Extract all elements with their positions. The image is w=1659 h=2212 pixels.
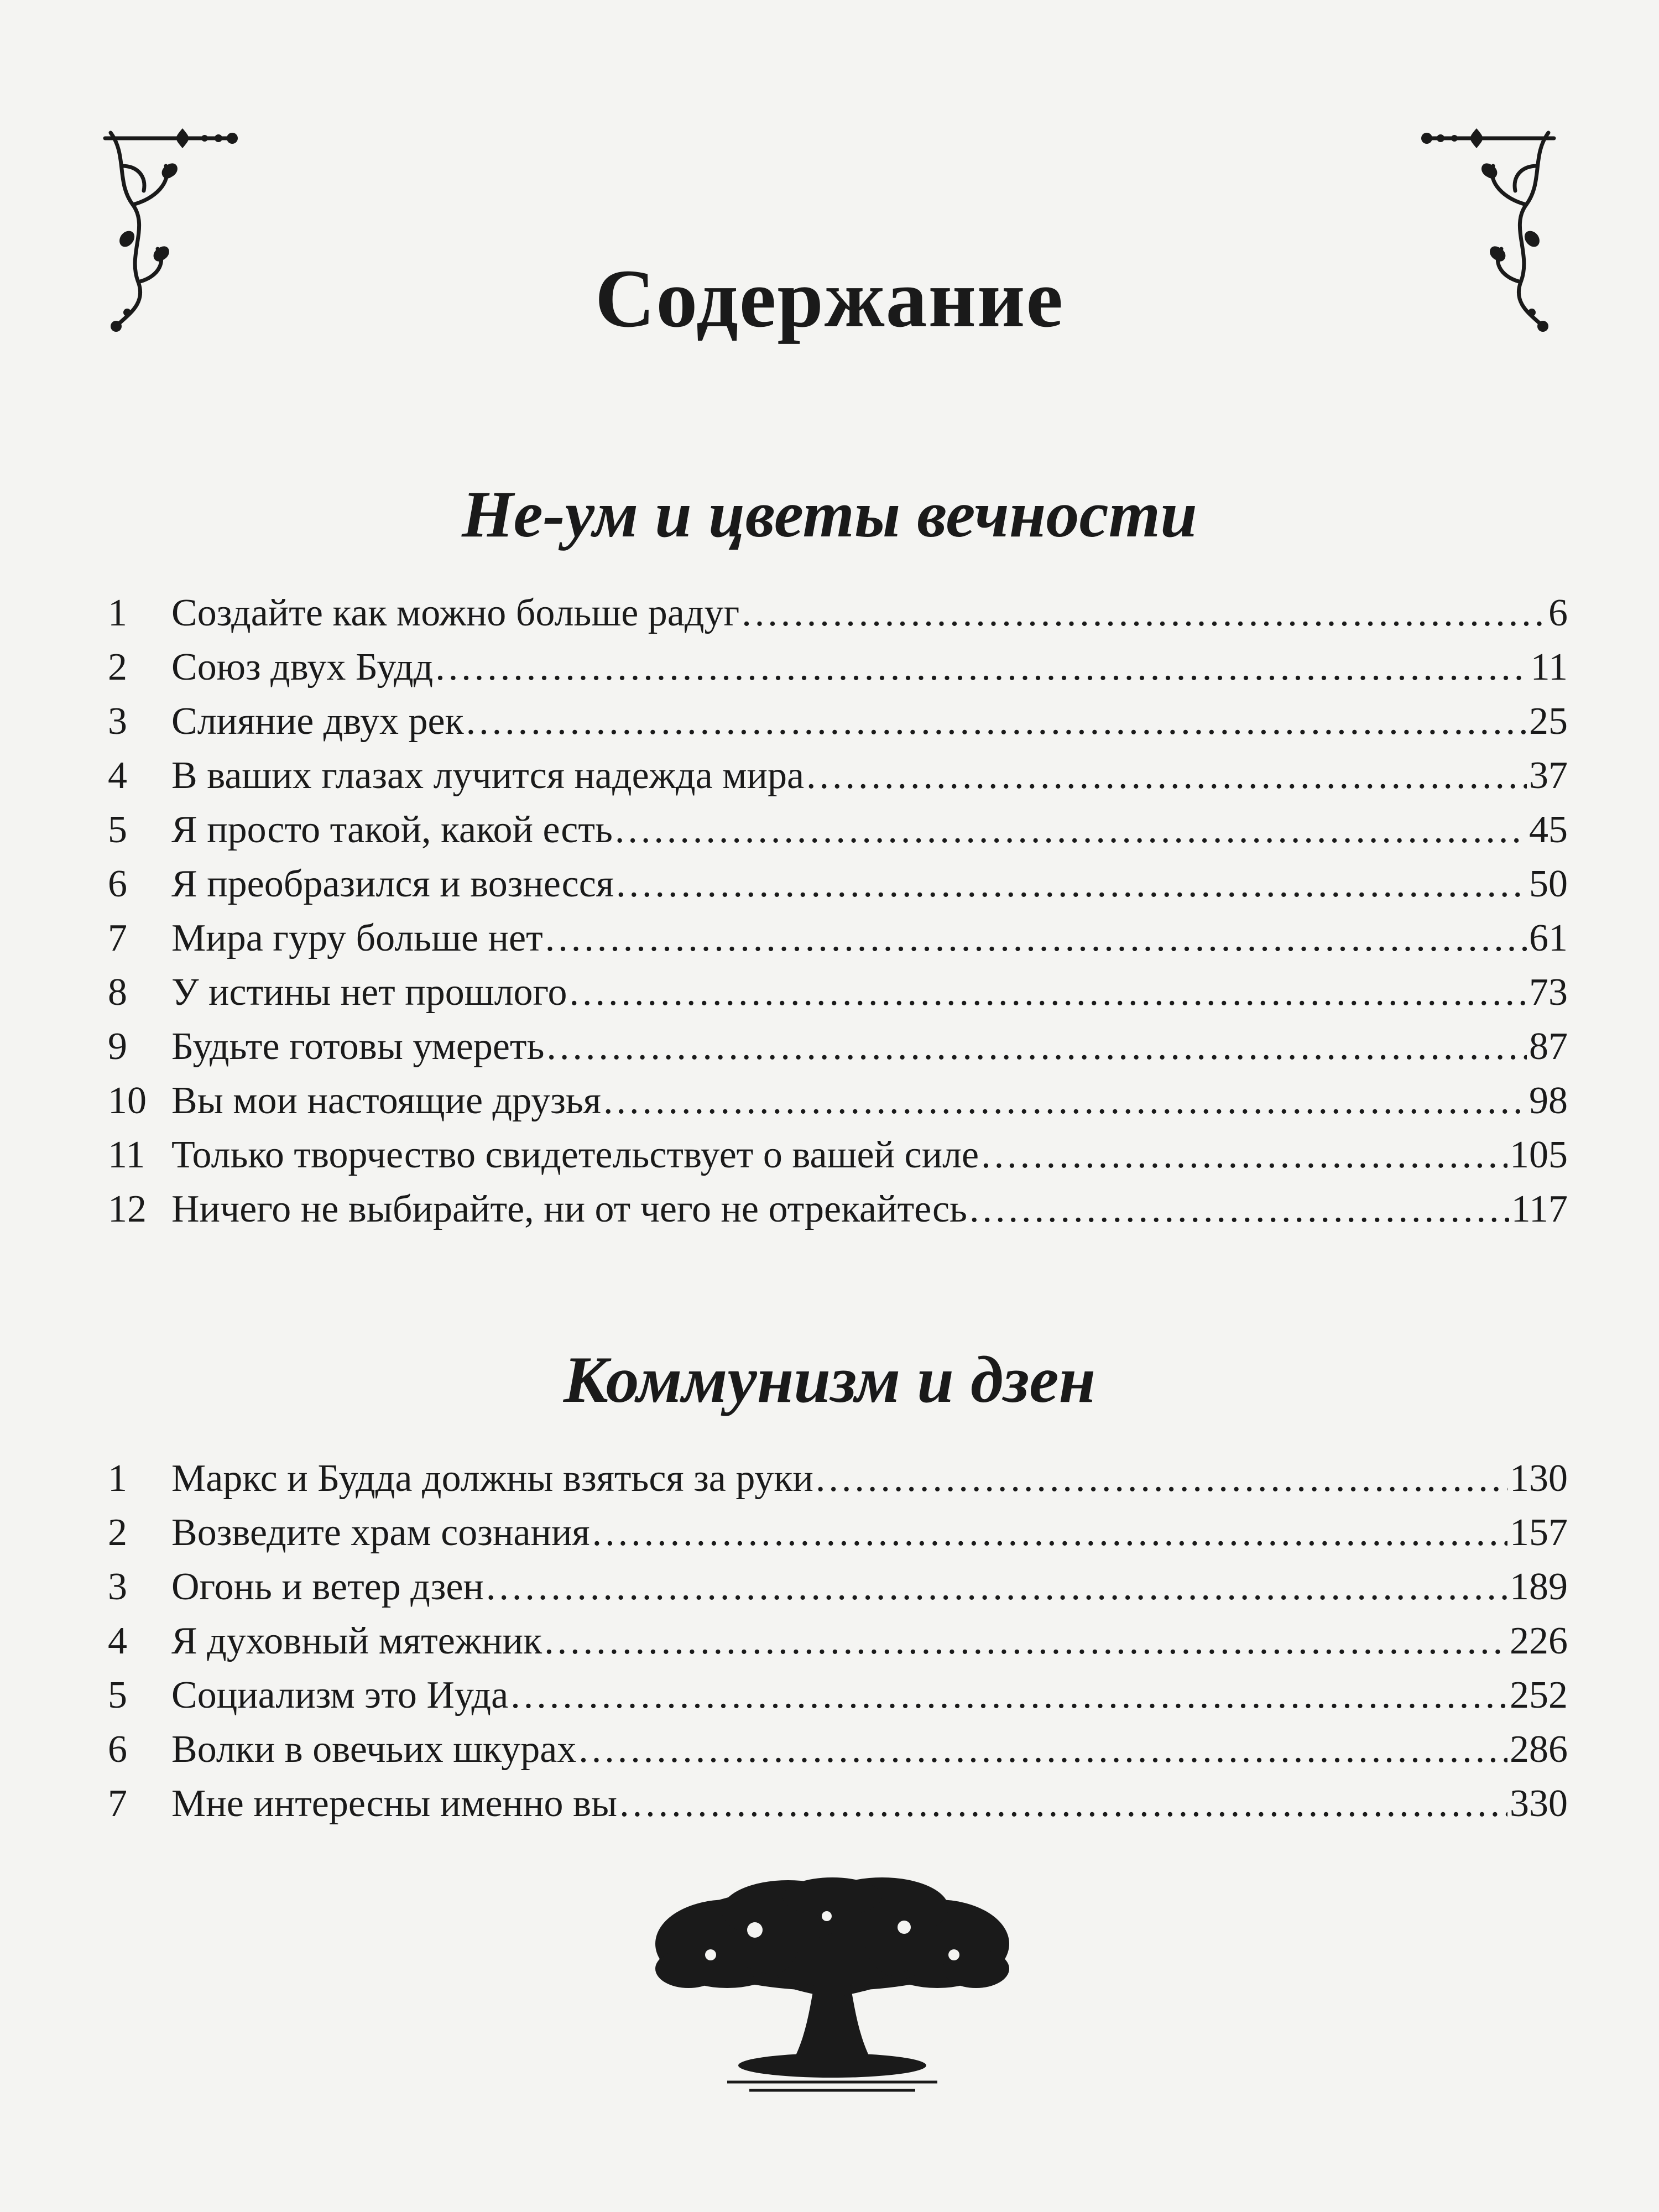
toc-page-number: 50: [1529, 863, 1568, 905]
toc-entry: [108, 966, 1568, 1020]
toc-number: 4: [108, 1620, 127, 1662]
toc-number: 4: [108, 754, 127, 797]
toc-leader: [806, 749, 1527, 803]
toc-leader: [615, 803, 1527, 857]
toc-page-number: 61: [1529, 917, 1568, 959]
toc-leader: [619, 1777, 1507, 1831]
toc-entry: [108, 1777, 1568, 1831]
toc-leader: [578, 1723, 1507, 1777]
toc-leader: [510, 1668, 1507, 1723]
toc-title: Возведите храм сознания: [171, 1511, 590, 1554]
toc-title: В ваших глазах лучится надежда мира: [171, 754, 805, 797]
toc-number: 11: [108, 1134, 145, 1176]
toc-number: 2: [108, 1511, 127, 1554]
section-heading: Не-ум и цветы вечности: [462, 477, 1197, 551]
toc-page-number: 286: [1510, 1728, 1568, 1771]
toc-entry: [108, 1452, 1568, 1506]
toc-list: [108, 586, 1568, 1237]
toc-title: Будьте готовы умереть: [171, 1025, 545, 1068]
toc-title: Слияние двух рек: [171, 700, 464, 743]
toc-entry: [108, 803, 1568, 857]
toc-title: Вы мои настоящие друзья: [171, 1079, 602, 1122]
toc-number: 2: [108, 646, 127, 688]
toc-number: 7: [108, 1782, 127, 1825]
toc-list: [108, 1452, 1568, 1831]
toc-leader: [742, 586, 1546, 640]
toc-number: 1: [108, 592, 127, 634]
toc-leader: [466, 695, 1527, 749]
toc-entry: [108, 640, 1568, 695]
toc-entry: [108, 1614, 1568, 1668]
toc-entry: [108, 1128, 1568, 1182]
toc-page-number: 45: [1529, 808, 1568, 851]
toc-entry: [108, 1668, 1568, 1723]
toc-number: 5: [108, 1674, 127, 1717]
toc-leader: [616, 857, 1527, 911]
toc-entry: [108, 911, 1568, 966]
toc-title: Маркс и Будда должны взяться за руки: [171, 1457, 813, 1500]
toc-page-number: 226: [1510, 1620, 1568, 1662]
toc-entry: [108, 1182, 1568, 1237]
toc-leader: [592, 1506, 1507, 1560]
toc-title: Я просто такой, какой есть: [171, 808, 613, 851]
toc-number: 3: [108, 700, 127, 743]
toc-title: Создайте как можно больше радуг: [171, 592, 740, 634]
toc-page-number: 105: [1510, 1134, 1568, 1176]
toc-number: 8: [108, 971, 127, 1014]
toc-entry: [108, 1506, 1568, 1560]
toc-leader: [570, 966, 1527, 1020]
toc-title: Социализм это Иуда: [171, 1674, 509, 1717]
toc-page-number: 157: [1510, 1511, 1568, 1554]
toc-title: Только творчество свидетельствует о вашей силе: [171, 1134, 979, 1176]
toc-entry: [108, 1560, 1568, 1614]
toc-title: Волки в овечьих шкурах: [171, 1728, 577, 1771]
toc-page-number: 37: [1529, 754, 1568, 797]
toc-number: 9: [108, 1025, 127, 1068]
toc-title: Ничего не выбирайте, ни от чего не отрекайтесь: [171, 1188, 967, 1230]
toc-title: Союз двух Будд: [171, 646, 434, 688]
toc-title: Мира гуру больше нет: [171, 917, 543, 959]
toc-page-number: 6: [1548, 592, 1568, 634]
toc-entry: [108, 1074, 1568, 1128]
toc-page-number: 25: [1529, 700, 1568, 743]
section-heading: Коммунизм и дзен: [563, 1343, 1096, 1416]
toc-page-number: 130: [1510, 1457, 1568, 1500]
toc-page-number: 189: [1510, 1566, 1568, 1608]
toc-entry: [108, 857, 1568, 911]
toc-title: Огонь и ветер дзен: [171, 1566, 484, 1608]
toc-page-number: 11: [1530, 646, 1568, 688]
toc-entry: [108, 749, 1568, 803]
toc-title: Мне интересны именно вы: [171, 1782, 618, 1825]
toc-number: 12: [108, 1188, 147, 1230]
toc-leader: [546, 1020, 1527, 1074]
toc-number: 6: [108, 863, 127, 905]
toc-leader: [435, 640, 1528, 695]
toc-number: 5: [108, 808, 127, 851]
toc-entry: [108, 695, 1568, 749]
toc-page-number: 117: [1511, 1188, 1568, 1230]
toc-number: 7: [108, 917, 127, 959]
toc-leader: [816, 1452, 1507, 1506]
toc-number: 3: [108, 1566, 127, 1608]
toc-entry: [108, 1020, 1568, 1074]
toc-number: 6: [108, 1728, 127, 1771]
toc-page-number: 252: [1510, 1674, 1568, 1717]
toc-number: 1: [108, 1457, 127, 1500]
toc-entry: [108, 1723, 1568, 1777]
toc-leader: [981, 1128, 1507, 1182]
toc-leader: [544, 1614, 1507, 1668]
toc-title: У истины нет прошлого: [171, 971, 567, 1014]
toc-leader: [486, 1560, 1507, 1614]
toc-leader: [603, 1074, 1527, 1128]
tree-emblem-icon: [644, 1877, 1020, 2099]
toc-page-number: 87: [1529, 1025, 1568, 1068]
toc-title: Я преобразился и вознесся: [171, 863, 614, 905]
toc-leader: [545, 911, 1527, 966]
toc-page-number: 330: [1510, 1782, 1568, 1825]
toc-leader: [969, 1182, 1509, 1237]
page-title: Содержание: [594, 253, 1065, 345]
toc-title: Я духовный мятежник: [171, 1620, 542, 1662]
toc-page-number: 98: [1529, 1079, 1568, 1122]
toc-page-number: 73: [1529, 971, 1568, 1014]
toc-number: 10: [108, 1079, 147, 1122]
toc-entry: [108, 586, 1568, 640]
